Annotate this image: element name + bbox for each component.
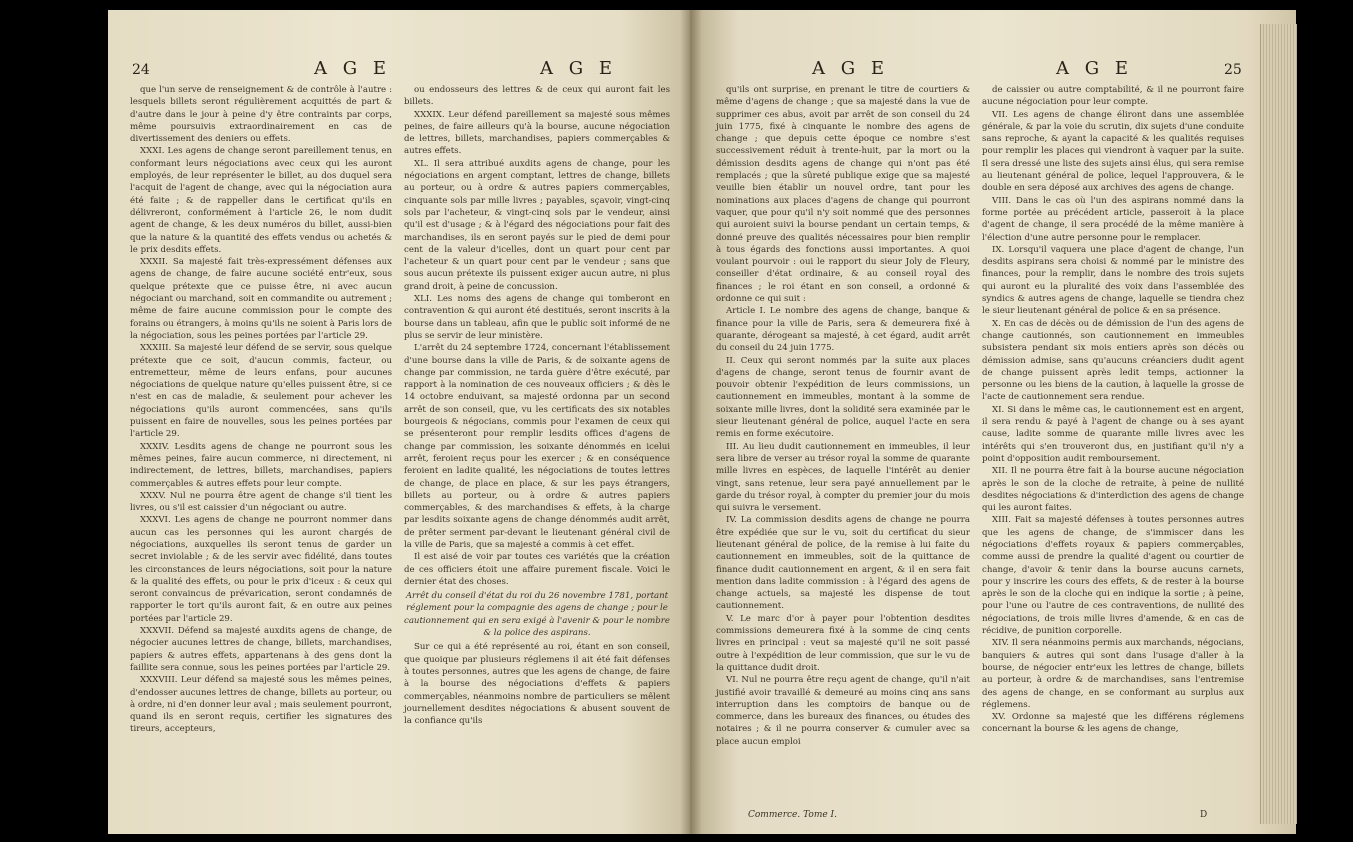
- paragraph: Article I. Le nombre des agens de change, banque & finance pour la ville de Paris, sera & demeurera fixé à quarante, dérogeant sa majesté, à cet égard, audit arrêt du conseil du 24 juin 1775.: [716, 306, 970, 354]
- left-column-2: [404, 84, 670, 727]
- paragraph: XIV. Il sera néanmoins permis aux marchands, négocians, banquiers & autres qui sont dans l'usage d'aller à la bourse, de négocier entr'eux les lettres de change, billets au porteur, à ordre & de marchandises, sans l'entremise des agens de change, en se conformant au surplus aux réglemens.: [982, 638, 1244, 710]
- running-head: A G E: [812, 58, 889, 79]
- paragraph: XXXV. Nul ne pourra être agent de change s'il tient les livres, ou s'il est caissier d'un négociant ou autre.: [130, 490, 392, 514]
- left-page: [108, 10, 690, 834]
- paragraph: de caissier ou autre comptabilité, & il ne pourront faire aucune négociation pour leur compte.: [982, 85, 1244, 108]
- paragraph: II. Ceux qui seront nommés par la suite aux places d'agens de change, seront tenus de fournir avant de pouvoir obtenir l'expédition de leurs commissions, un cautionnement en immeubles, montant à la somme de soixante mille livres, dont la solidité sera examinée par le sieur lieutenant général de police, auquel l'acte en sera remis en forme exécutoire.: [716, 355, 970, 440]
- paragraph: V. Le marc d'or à payer pour l'obtention desdites commissions demeurera fixé à la somme de cinq cents livres en principal : veut sa majesté qu'il ne soit passé outre à l'expédition de leur commission, que sur le vu de la quittance dudit droit.: [716, 613, 970, 673]
- paragraph: XL. Il sera attribué auxdits agens de change, pour les négociations en argent comptant, lettres de change, billets au porteur, ou à ordre & autres papiers commerçables, cinquante sols par mille livres ; payables, sçavoir, vingt-cinq sols par l'acheteur, & vingt-cinq sols par le vendeur, ainsi qu'il est d'usage ; & à l'égard des négociations pour fait des marchandises, ils en seront payés sur le pied de demi pour cent de la valeur d'icelles, dont un quart pour cent par l'acheteur & un quart pour cent par le vendeur ; sans que sous aucun prétexte ils puissent exiger aucun autre, ni plus grand droit, à peine de concussion.: [404, 158, 670, 292]
- decree-title: Arrêt du conseil d'état du roi du 26 novembre 1781, portant réglement pour la compagnie des agens de change ; pour le cautionnement qui en sera exigé à l'avenir & pour le nombre & la police des aspirans.: [404, 591, 670, 639]
- signature-footer: Commerce. Tome I.: [748, 810, 837, 820]
- paragraph: XXXII. Sa majesté fait très-expressément défenses aux agens de change, de faire aucune société entr'eux, sous quelque prétexte que ce puisse être, ni avec aucun négociant ou marchand, soit en commandite ou autrement ; même de faire aucune commission pour le compte des forains ou étrangers, à moins qu'ils ne soient à Paris lors de la négociation, sous les peines portées par l'article 29.: [130, 257, 392, 341]
- right-column-2: [982, 84, 1244, 736]
- paragraph: Il est aisé de voir par toutes ces variétés que la création de ces officiers étoit une affaire purement fiscale. Voici le dernier état des choses.: [404, 552, 670, 587]
- right-column-1: [716, 84, 970, 748]
- running-head: A G E: [540, 58, 617, 79]
- paragraph: XXXVIII. Leur défend sa majesté sous les mêmes peines, d'endosser aucunes lettres de change, billets au porteur, ou à ordre, ni d'en donner leur aval ; mais seulement pourront, quand ils en seront requis, certifier les signatures des tireurs, accepteurs,: [130, 675, 392, 735]
- paragraph: VIII. Dans le cas où l'un des aspirans nommé dans la forme portée au précédent article, passeroit à la place d'agent de change, il sera procédé de la même manière à l'élection d'une autre personne pour le remplacer.: [982, 195, 1244, 243]
- page-number: 24: [132, 62, 150, 78]
- gathering-mark: D: [1200, 810, 1208, 820]
- paragraph: que l'un serve de renseignement & de contrôle à l'autre : lesquels billets seront régulièrement acquittés de part & d'autre dans le jour à peine d'y être contraints par corps, même poursuivis extraordinairement en cas de divertissement des deniers ou effets.: [130, 85, 392, 145]
- left-page-header: [108, 58, 690, 84]
- paragraph: XXXVII. Défend sa majesté auxdits agens de change, de négocier aucunes lettres de change, billets, marchandises, papiers & autres effets, appartenans à des gens dont la faillite sera connue, sous les peines portées par l'article 29.: [130, 626, 392, 673]
- paragraph: XXXIII. Sa majesté leur défend de se servir, sous quelque prétexte que ce soit, d'aucun commis, facteur, ou entremetteur, même de leurs enfans, pour aucunes négociations de quelque nature qu'elles puissent être, si ce n'est en cas de maladie, & seulement pour achever les négociations qu'ils auront commencées, sans qu'ils puissent en faire de nouvelles, sous les peines portées par l'article 29.: [130, 343, 392, 440]
- paragraph: XII. Il ne pourra être fait à la bourse aucune négociation après le son de la cloche de retraite, à peine de nullité desdites négociations & d'interdiction des agens de change qui les auront faites.: [982, 466, 1244, 514]
- paragraph: VI. Nul ne pourra être reçu agent de change, qu'il n'ait justifié avoir travaillé & demeuré au moins cinq ans sans interruption dans les comptoirs de banque ou de commerce, dans les bureaux des finances, ou études des notaires ; & il ne pourra conserver & cumuler avec sa place aucun emploi: [716, 675, 970, 747]
- paragraph: Sur ce qui a été représenté au roi, étant en son conseil, que quoique par plusieurs réglemens il ait été fait défenses à toutes personnes, autres que les agens de change, de faire à la bourse des négociations d'effets & papiers commerçables, néanmoins nombre de particuliers se mêlent journellement desdites négociations & abusent souvent de la confiance qu'ils: [404, 642, 670, 727]
- page-number: 25: [1224, 62, 1242, 78]
- paragraph: XXXIX. Leur défend pareillement sa majesté sous mêmes peines, de faire ailleurs qu'à la bourse, aucune négociation de lettres, billets, marchandises, papiers commerçables & autres effets.: [404, 109, 670, 157]
- paragraph: VII. Les agens de change éliront dans une assemblée générale, & par la voie du scrutin, dix sujets d'une conduite sans reproche, & ayant la capacité & les qualités requises pour remplir les places qui viendront à vaquer par la suite. Il sera dressé une liste des sujets ainsi élus, qui sera remise au lieutenant général de police, lequel l'approuvera, & le double en sera déposé aux archives des agens de change.: [982, 109, 1244, 194]
- book-spread: [108, 10, 1296, 834]
- right-page-header: [690, 58, 1296, 84]
- paragraph: XXXIV. Lesdits agens de change ne pourront sous les mêmes peines, faire aucun commerce, ni directement, ni indirectement, de lettres, billets, marchandises, papiers commerçables & autres effets pour leur compte.: [130, 441, 392, 489]
- book-gutter: [680, 10, 702, 834]
- paragraph: IX. Lorsqu'il vaquera une place d'agent de change, l'un desdits aspirans sera choisi & nommé par le ministre des finances, pour la remplir, dans le nombre des trois sujets qui auront eu la pluralité des voix dans l'assemblée des syndics & autres agens de change, laquelle se tiendra chez le sieur lieutenant général de police & en sa présence.: [982, 244, 1244, 317]
- paragraph: XI. Si dans le même cas, le cautionnement est en argent, il sera rendu & payé à l'agent de change ou à ses ayant cause, ladite somme de quarante mille livres avec les intérêts qui s'en trouveront dus, en justifiant qu'il n'y a point d'opposition audit remboursement.: [982, 404, 1244, 464]
- paragraph: qu'ils ont surprise, en prenant le titre de courtiers & même d'agens de change ; que sa majesté dans la vue de supprimer ces abus, avoit par arrêt de son conseil du 24 juin 1775, fixé à cinquante le nombre des agens de change ; que depuis cette époque ce nombre s'est successivement réduit à trente-huit, par la mort ou la démission desdits agens de change qui n'ont pas été remplacés ; que la sûreté publique exige que sa majesté veuille bien établir un nouvel ordre, tant pour les nominations aux places d'agens de change qui pourront vaquer, que pour qu'il n'y soit nommé que des personnes qui auroient suivi la bourse pendant un certain temps, & donné preuve des qualités nécessaires pour bien remplir à tous égards des fonctions aussi importantes. A quoi voulant pourvoir : oui le rapport du sieur Joly de Fleury, conseiller d'état ordinaire, & au conseil royal des finances ; le roi étant en son conseil, a ordonné & ordonne ce qui suit :: [716, 85, 970, 305]
- paragraph: XXXVI. Les agens de change ne pourront nommer dans aucun cas les personnes qui les auront chargés de négociations, auxquelles ils seront tenus de garder un secret inviolable ; & de les servir avec fidélité, dans toutes les circonstances de leurs négociations, soit pour la nature & la qualité des effets, ou pour le prix d'iceux : & ceux qui seront convaincus de prévarication, seront condamnés de rapporter le tort qu'ils auront fait, & en outre aux peines portées par l'article 29.: [130, 515, 392, 624]
- paragraph: XLI. Les noms des agens de change qui tomberont en contravention & qui auront été destitués, seront inscrits à la bourse dans un tableau, afin que le public soit informé de ne plus se servir de leur ministère.: [404, 294, 670, 341]
- paragraph: L'arrêt du 24 septembre 1724, concernant l'établissement d'une bourse dans la ville de Paris, & de soixante agens de change par commission, ne tarda guère d'être exécuté, par rapport à la nomination de ces nouveaux officiers ; & dès le 14 octobre enduivant, sa majesté ordonna par un second arrêt de son conseil, que, vu les certificats des six notables bourgeois & négocians, commis pour l'examen de ceux qui se présenteront pour remplir lesdits offices d'agens de change par commission, les soixante dénommés en icelui arrêt, feroient reçus pour les exercer ; & en conséquence feroient en ladite qualité, les négociations de toutes lettres de change, de place en place, & sur les pays étrangers, billets au porteur, ou à ordre & autres papiers commerçables, & des marchandises & effets, à la charge par lesdits soixante agens de change dénommés audit arrêt, de prêter serment par-devant le lieutenant général civil de la ville de Paris, que sa majesté a commis à cet effet.: [404, 343, 670, 550]
- page-edges: [1260, 24, 1297, 824]
- paragraph: XXXI. Les agens de change seront pareillement tenus, en conformant leurs négociations avec ceux qui les auront employés, de leur représenter le billet, au dos duquel sera l'acquit de l'agent de change, avec qui la négociation aura été faite ; & de rappeller dans le certificat qu'ils en délivreront, conformément à l'article 26, le nom dudit agent de change, & les deux numéros du billet, aussi-bien que la nature & la quantité des effets vendus ou achetés & le prix desdits effets.: [130, 146, 392, 255]
- paragraph: X. En cas de décès ou de démission de l'un des agens de change cautionnés, son cautionnement en immeubles subsistera pendant six mois entiers après son décès ou démission admise, sans qu'aucuns créanciers dudit agent de change puissent après ledit temps, actionner la personne ou les biens de la caution, à laquelle la grosse de l'acte de cautionnement sera rendue.: [982, 318, 1244, 403]
- running-head: A G E: [314, 58, 391, 79]
- paragraph: XIII. Fait sa majesté défenses à toutes personnes autres que les agens de change, de s'immiscer dans les négociations d'effets royaux & papiers commerçables, comme aussi de prendre la qualité d'agent ou courtier de change, d'avoir & tenir dans la bourse aucuns carnets, pour y inscrire les cours des effets, & de rester à la bourse après le son de la cloche qui en indique la sortie ; à peine, pour l'une ou l'autre de ces contraventions, de nullité des négociations, de trois mille livres d'amende, & en cas de récidive, de punition corporelle.: [982, 515, 1244, 637]
- paragraph: III. Au lieu dudit cautionnement en immeubles, il leur sera libre de verser au trésor royal la somme de quarante mille livres en espèces, de laquelle l'intérêt au denier vingt, sans retenue, leur sera payé annuellement par le garde du trésor royal, à compter du premier jour du mois qui suivra le versement.: [716, 441, 970, 514]
- paragraph: IV. La commission desdits agens de change ne pourra être expédiée que sur le vu, soit du certificat du sieur lieutenant général de police, de la remise à lui faite du cautionnement en immeubles, soit de la quittance de finance dudit cautionnement en argent, & il en sera fait mention dans ladite commission : à l'égard des agens de change actuels, sa majesté les dispense de tout cautionnement.: [716, 515, 970, 612]
- running-head: A G E: [1056, 58, 1133, 79]
- paragraph: XV. Ordonne sa majesté que les différens réglemens concernant la bourse & les agens de change,: [982, 712, 1244, 735]
- right-page: [690, 10, 1296, 834]
- left-column-1: [130, 84, 392, 736]
- paragraph: ou endosseurs des lettres & de ceux qui auront fait les billets.: [404, 85, 670, 108]
